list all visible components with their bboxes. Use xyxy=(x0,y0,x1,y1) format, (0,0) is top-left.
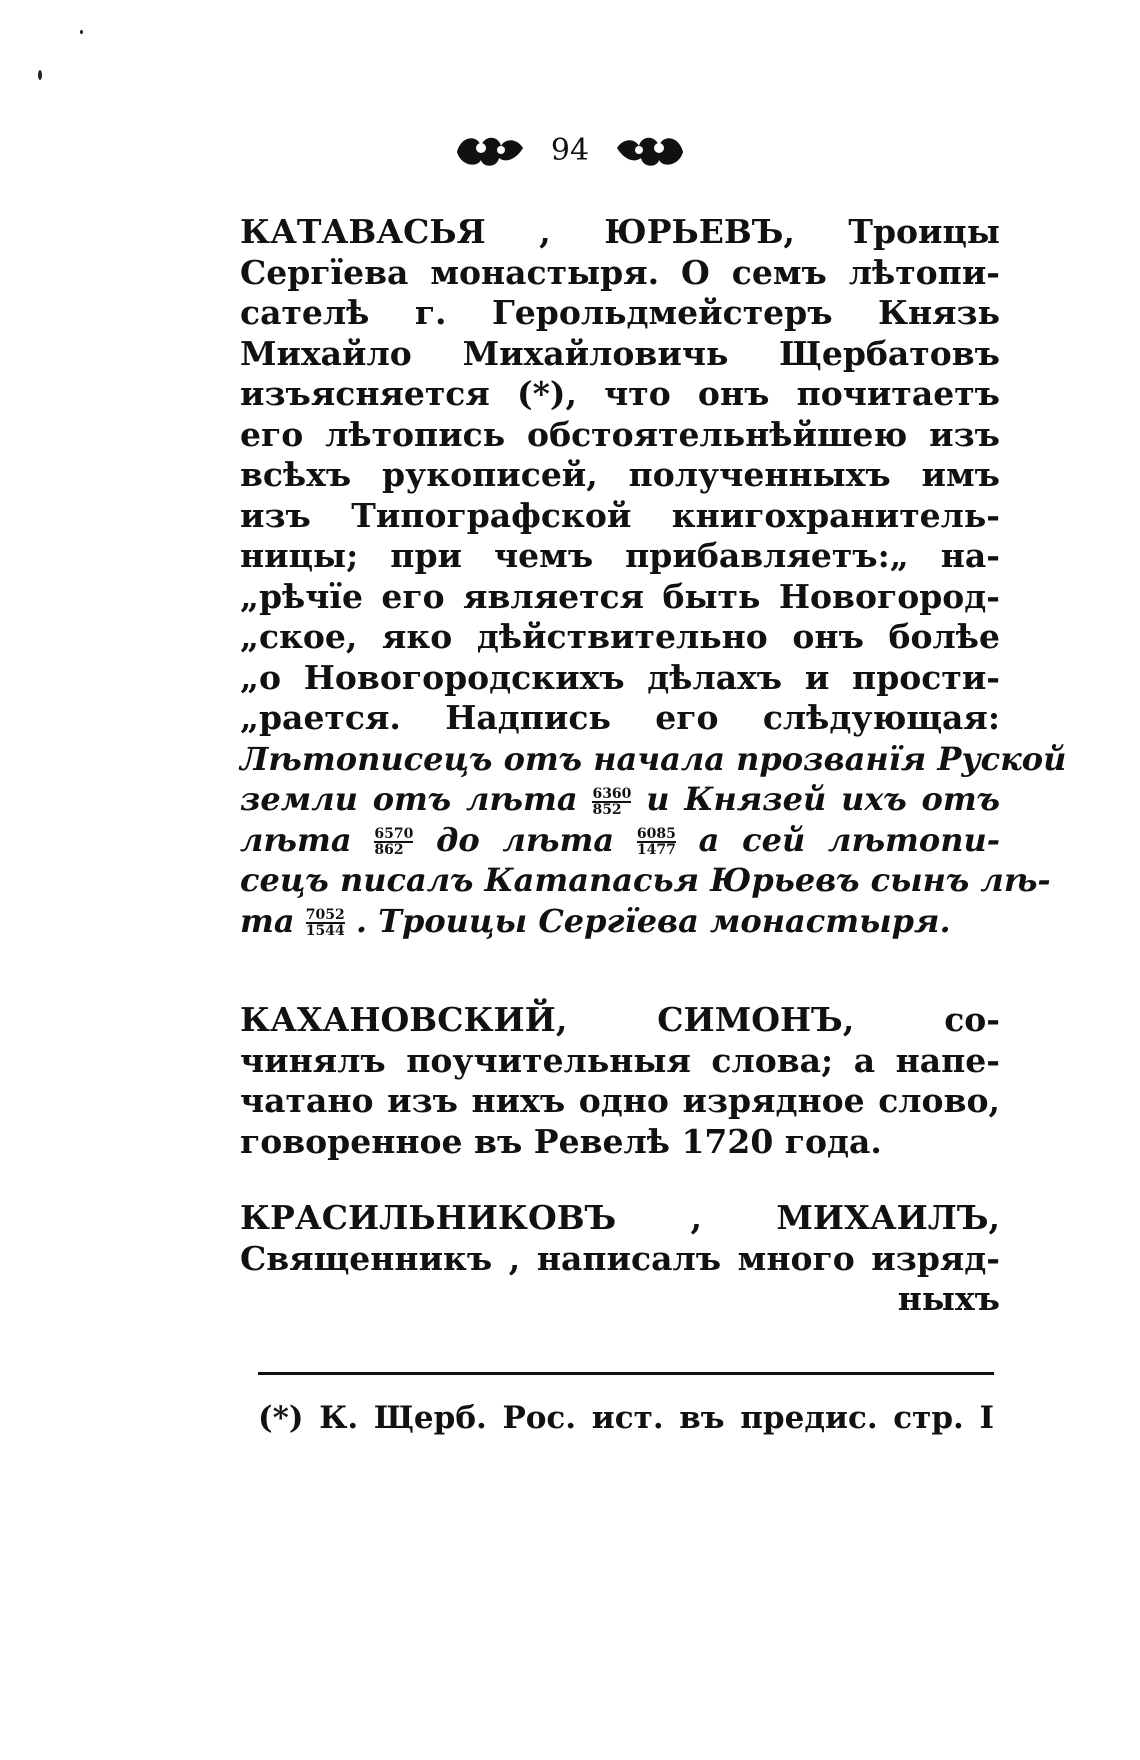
inscription-text-part: . Троицы Сергїева монастыря. xyxy=(355,901,951,940)
inscription-line xyxy=(240,820,1000,861)
inscription-line xyxy=(240,860,1051,901)
year-fraction xyxy=(592,787,631,817)
inscription-text-part: та xyxy=(240,901,295,940)
year-annomundi: 6360 xyxy=(592,785,632,802)
inscription-text xyxy=(240,739,1067,942)
inscription-text-part: а сей лѣтопи- xyxy=(698,820,1001,859)
year-ad: 1544 xyxy=(305,923,345,939)
entry-krasilnikov xyxy=(240,1198,1000,1320)
entry-line: изъясняется (*), что онъ почитаетъ xyxy=(240,374,1000,413)
entry-line: КАТАВАСЬЯ , ЮРЬЕВЪ, Троицы xyxy=(240,212,1000,251)
year-annomundi: 6570 xyxy=(374,826,414,842)
entry-katavasya xyxy=(240,212,1067,941)
inscription-line xyxy=(240,779,1000,820)
entry-line: Михайло Михайловичь Щербатовъ xyxy=(240,333,1000,373)
entry-line: изъ Типографской книгохранитель- xyxy=(240,495,1000,535)
inscription-text-part: до лѣта xyxy=(436,820,615,859)
catchword: ныхъ xyxy=(897,1279,1000,1318)
year-ad: 1477 xyxy=(636,842,676,858)
right-ornament-icon xyxy=(609,128,689,172)
entry-line: чинялъ поучительныя слова; а напе- xyxy=(240,1040,1000,1080)
entry-line: „о Новогородскихъ дѣлахъ и прости- xyxy=(240,657,1000,697)
footnote: (*) К. Щерб. Рос. ист. въ предис. стр. I xyxy=(258,1400,994,1436)
year-annomundi: 6085 xyxy=(636,826,676,842)
page-number: 94 xyxy=(550,132,590,168)
year-annomundi: 7052 xyxy=(305,907,345,923)
inscription-line xyxy=(240,739,1067,780)
entry-line: чатано изъ нихъ одно изрядное слово, xyxy=(240,1081,1000,1120)
entry-line: говоренное въ Ревелѣ 1720 года. xyxy=(240,1121,882,1161)
inscription-text-part: сецъ писалъ Катапасья Юрьевъ сынъ лѣ- xyxy=(240,861,1051,899)
entry-line: „рѣчїе его является быть Новогород- xyxy=(240,576,1000,616)
paper-speck xyxy=(80,30,83,34)
paper-speck xyxy=(38,70,42,80)
year-fraction xyxy=(306,908,345,938)
year-fraction xyxy=(374,827,413,857)
entry-line: КАХАНОВСКИЙ, СИМОНЪ, со- xyxy=(240,1000,1000,1039)
year-ad: 852 xyxy=(592,801,631,817)
entry-line: всѣхъ рукописей, полученныхъ имъ xyxy=(240,455,1000,494)
page-header xyxy=(0,128,1140,172)
entry-line: ницы; при чемъ прибавляетъ:„ на- xyxy=(240,536,1000,575)
entry-line: его лѣтопись обстоятельнѣйшею изъ xyxy=(240,414,1000,454)
year-ad: 862 xyxy=(374,841,413,857)
inscription-text-part: лѣта xyxy=(240,820,352,859)
entry-line: КРАСИЛЬНИКОВЪ , МИХАИЛЪ, xyxy=(240,1198,1000,1237)
entry-line: Священникъ , написалъ много изряд- xyxy=(240,1238,1000,1278)
year-fraction xyxy=(637,827,676,857)
left-ornament-icon xyxy=(451,128,531,172)
entry-line: „рается. Надпись его слѣдующая: xyxy=(240,698,1000,737)
inscription-line xyxy=(240,901,1000,942)
inscription-text-part: земли отъ лѣта xyxy=(240,780,578,818)
inscription-text-part: и Князей ихъ отъ xyxy=(646,780,1001,818)
entry-line: сателѣ г. Герольдмейстеръ Князь xyxy=(240,293,1000,332)
footnote-divider xyxy=(258,1372,994,1375)
entry-kakhanovsky xyxy=(240,1000,1000,1162)
entry-line: „ское, яко дѣйствительно онъ болѣе xyxy=(240,617,1000,656)
inscription-text-part: Лѣтописецъ отъ начала прозванїя Руской xyxy=(240,739,1067,778)
entry-line: Сергїева монастыря. О семъ лѣтопи- xyxy=(240,252,1000,292)
